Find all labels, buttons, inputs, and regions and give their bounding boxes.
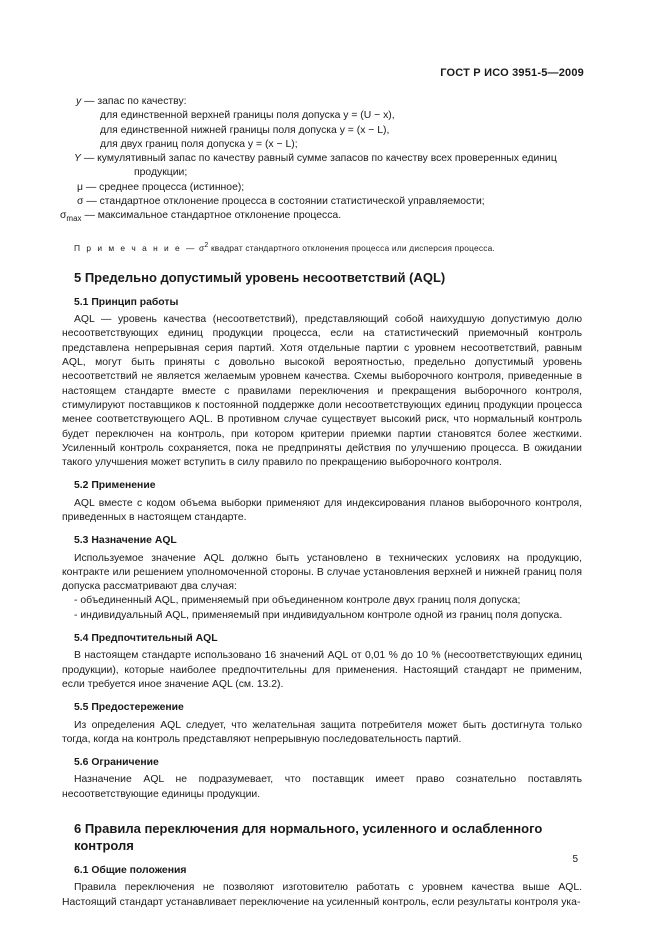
- symbol-mu: μ: [77, 181, 83, 193]
- definition-sigma-text: — стандартное отклонение процесса в состоянии статистической управляемости;: [86, 196, 485, 208]
- note-text: квадрат стандартного отклонения процесса или дисперсия процесса.: [210, 242, 495, 253]
- definition-sigma: [62, 195, 582, 209]
- definition-Y-text: — кумулятивный запас по качеству равный сумме запасов по качеству всех проверенных единиц продукции;: [83, 153, 557, 179]
- definition-y-two: для двух границ поля допуска y = (x − L);: [100, 138, 298, 150]
- section-5-4-title: 5.4 Предпочтительный AQL: [74, 633, 218, 645]
- note-symbol: σ: [198, 242, 205, 253]
- symbol-sigma-max: σ: [60, 210, 67, 222]
- note-superscript: 2: [204, 241, 209, 249]
- document-content: [62, 95, 582, 910]
- section-5-3-item-2: - индивидуальный AQL, применяемый при индивидуальном контроле одной из границ поля допуска.: [74, 609, 563, 621]
- section-5-3-item-1: - объединенный AQL, применяемый при объединенном контроле двух границ поля допуска;: [74, 595, 521, 607]
- symbol-y: y: [76, 96, 82, 107]
- section-5-6-title: 5.6 Ограничение: [74, 757, 159, 769]
- section-5-2-title: 5.2 Применение: [74, 480, 156, 492]
- section-5-3-text: Используемое значение AQL должно быть установлено в технических условиях на продукцию, контракте или решением уполномоченной стороны. В случае установления верхней и нижней границ поля допуска рассматривают два случая:: [62, 552, 582, 593]
- definition-y: [62, 95, 582, 109]
- symbol-Y: Y: [74, 153, 81, 165]
- symbol-sigma-max-subscript: max: [66, 214, 82, 224]
- section-5-6-text: Назначение AQL не подразумевает, что поставщик имеет право сознательно поставлять несоответствующие единицы продукции.: [62, 774, 582, 800]
- page-number: 5: [572, 854, 578, 865]
- definition-mu-text: — среднее процесса (истинное);: [85, 181, 245, 193]
- definition-y-lower: для единственной нижней границы поля допуска y = (x − L),: [100, 124, 390, 136]
- definition-y-text: — запас по качеству:: [84, 96, 187, 107]
- section-6-title: 6 Правила переключения для нормального, усиленного и ослабленного контроля: [74, 821, 543, 854]
- section-5-1-title: 5.1 Принцип работы: [74, 296, 179, 308]
- section-5-5-text: Из определения AQL следует, что желательная защита потребителя может быть достигнута только тогда, когда на контроль представляют непрерывную последовательность партий.: [62, 719, 582, 745]
- section-5-2-text: AQL вместе с кодом объема выборки применяют для индексирования планов выборочного контроля, приведенных в настоящем стандарте.: [62, 497, 582, 523]
- section-5-title: 5 Предельно допустимый уровень несоответствий (AQL): [74, 269, 446, 285]
- note-label: П р и м е ч а н и е —: [74, 242, 197, 253]
- section-5-4-text: В настоящем стандарте использовано 16 значений AQL от 0,01 % до 10 % (несоответствующих единиц продукции), которые наиболее предпочтительны для применения. Настоящий стандарт не применим, если требуется иное значение AQL (см. 13.2).: [62, 650, 582, 690]
- definition-sigma-max: [60, 209, 582, 226]
- note: [62, 239, 582, 255]
- definition-cumulative-Y: [62, 152, 582, 181]
- document-header: ГОСТ Р ИСО 3951-5—2009: [440, 67, 584, 79]
- section-6-1-title: 6.1 Общие положения: [74, 865, 187, 877]
- symbol-sigma: σ: [77, 196, 84, 208]
- definition-y-upper: для единственной верхней границы поля допуска y = (U − x),: [100, 110, 395, 122]
- section-5-3-title: 5.3 Назначение AQL: [74, 535, 177, 547]
- section-5-1-text: AQL — уровень качества (несоответствий), представляющий собой наихудшую допустимую долю несоответствующих единиц продукции процесса, если на статистический приемочный контроль представлена непрерывная серия партий. Хотя отдельные партии с уровнем несоответствий, равным AQL, могут быть приняты с довольно высокой вероятностью, предельно допустимый уровень несоответствий не является желаемым уровнем качества. Схемы выборочного контроля, приведенные в настоящем стандарте вместе с правилами переключения и прекращения выборочного контроля, стимулируют поставщиков к постоянной поддержке доли несоответствующих единиц продукции процесса менее соответствующего AQL. В противном случае существует высокий риск, что нормальный контроль будет переключен на контроль, при котором критерии приемки партии становятся более жесткими. Усиленный контроль сохраняется, пока не предприняты действия по улучшению процесса. В ожидании такого улучшения может вступить в силу правило по прекращению выборочного контроля.: [62, 314, 582, 469]
- definition-sigma-max-text: — максимальное стандартное отклонение процесса.: [84, 210, 342, 222]
- section-6-1-text: Правила переключения не позволяют изготовителю работать с уровнем качества выше AQL. Настоящий стандарт устанавливает переключение на усиленный контроль, если результаты контроля ука-: [62, 882, 582, 908]
- section-5-5-title: 5.5 Предостережение: [74, 702, 184, 714]
- definition-mu: [62, 181, 582, 195]
